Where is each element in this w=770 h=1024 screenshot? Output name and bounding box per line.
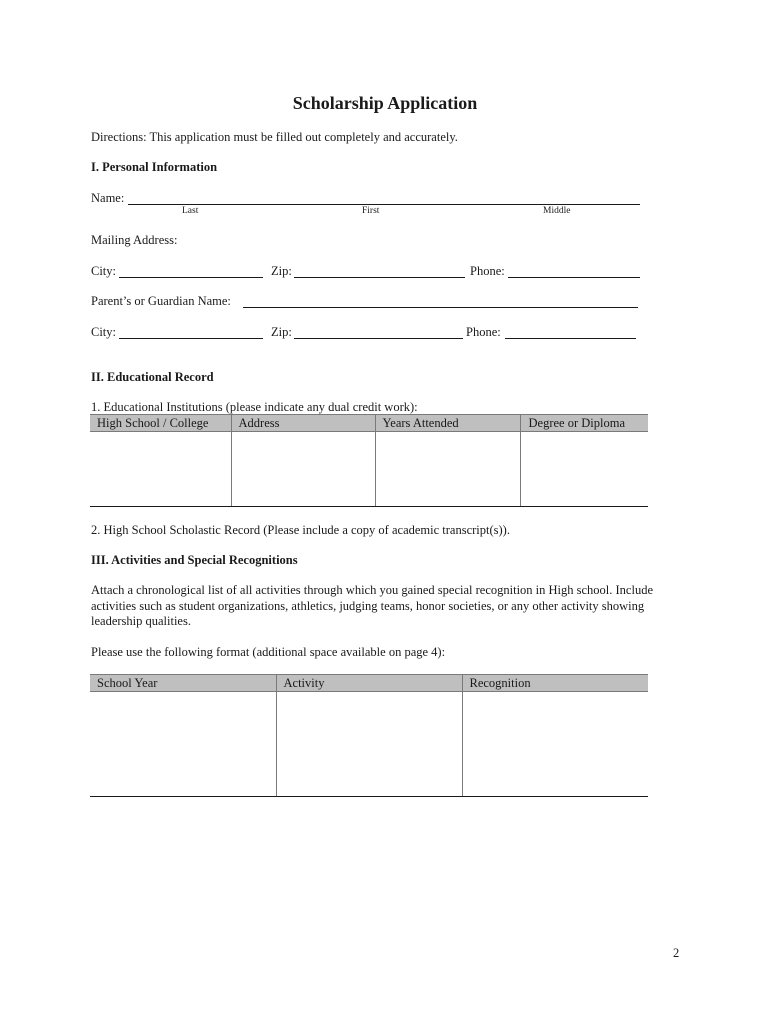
activities-cell-activity[interactable] [276,692,462,797]
activities-cell-school-year[interactable] [90,692,276,797]
name-field[interactable] [128,204,640,205]
section-education-heading: II. Educational Record [91,370,214,384]
education-cell-degree[interactable] [520,432,648,507]
activities-table [90,674,648,797]
guardian-phone-label: Phone: [466,325,501,339]
zip-label: Zip: [271,264,292,278]
name-sub-first: First [362,206,380,216]
page-title: Scholarship Application [292,93,478,113]
guardian-phone-field[interactable] [505,338,636,339]
column-header-school-year: School Year [90,675,276,692]
guardian-name-field[interactable] [243,307,638,308]
guardian-city-field[interactable] [119,338,263,339]
activities-instructions: Attach a chronological list of all activities through which you gained special recognition in High school. Include activities such as student organizations, athletics, judging teams, honor societies, or any other activity showing leadership qualities. [91,583,654,628]
zip-field[interactable] [294,277,465,278]
education-table [90,414,648,507]
education-cell-address[interactable] [231,432,375,507]
column-header-recognition: Recognition [462,675,648,692]
education-table-header [90,415,648,432]
activities-table-header [90,675,648,692]
city-field[interactable] [119,277,263,278]
guardian-name-label: Parent’s or Guardian Name: [91,294,231,308]
column-header-address: Address [231,415,375,432]
name-label: Name: [91,191,125,205]
column-header-years-attended: Years Attended [375,415,520,432]
phone-label: Phone: [470,264,505,278]
table-row [90,432,648,507]
educational-institutions-label: 1. Educational Institutions (please indicate any dual credit work): [91,400,418,414]
column-header-degree: Degree or Diploma [520,415,648,432]
education-cell-years[interactable] [375,432,520,507]
guardian-zip-field[interactable] [294,338,463,339]
city-label: City: [91,264,117,278]
name-sub-middle: Middle [543,206,571,216]
column-header-activity: Activity [276,675,462,692]
column-header-school: High School / College [90,415,231,432]
mailing-address-label: Mailing Address: [91,233,178,247]
education-cell-school[interactable] [90,432,231,507]
activities-cell-recognition[interactable] [462,692,648,797]
name-sub-last: Last [182,206,199,216]
section-activities-heading: III. Activities and Special Recognitions [91,553,298,567]
guardian-zip-label: Zip: [271,325,292,339]
page-number: 2 [673,946,680,960]
phone-field[interactable] [508,277,640,278]
directions-text: Directions: This application must be filled out completely and accurately. [91,130,458,144]
guardian-city-label: City: [91,325,117,339]
format-note: Please use the following format (additional space available on page 4): [91,645,446,659]
scholastic-record-note: 2. High School Scholastic Record (Please include a copy of academic transcript(s)). [91,523,510,537]
table-row [90,692,648,797]
section-personal-heading: I. Personal Information [91,160,218,174]
